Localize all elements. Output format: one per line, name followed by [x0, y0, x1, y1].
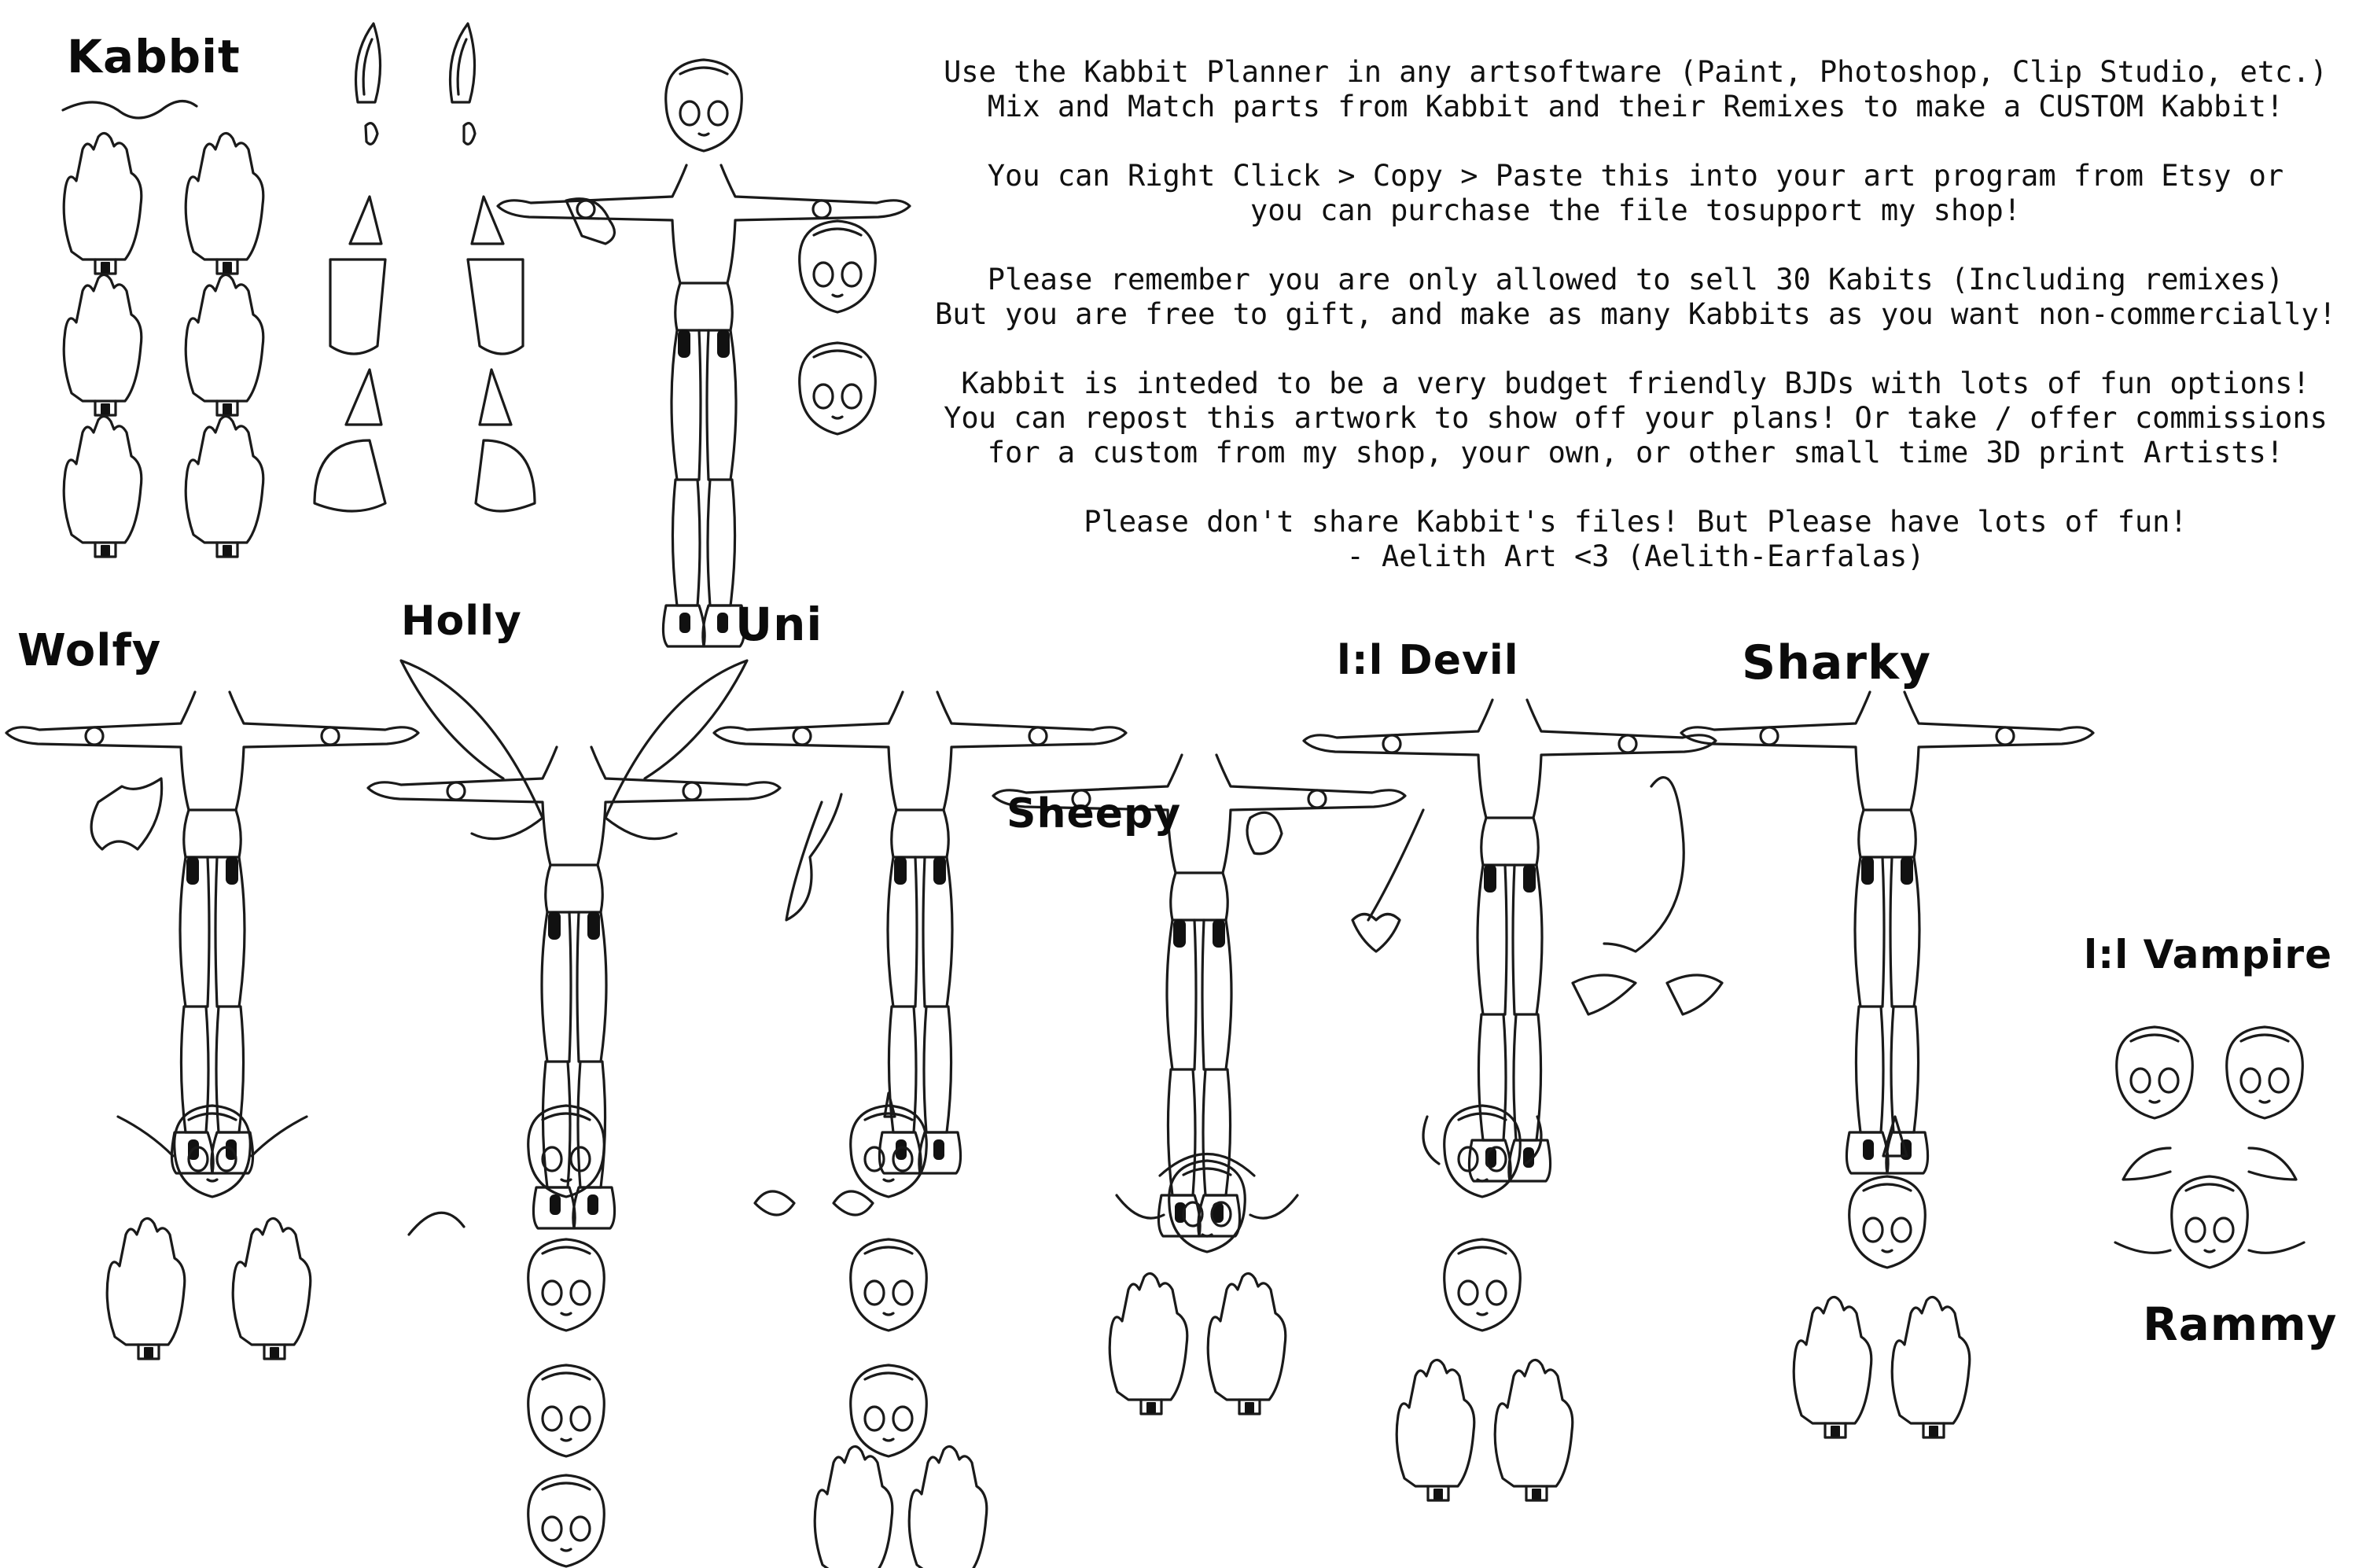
label-sheepy: Sheepy [1007, 790, 1182, 837]
lil-devil-set [1304, 700, 1722, 1500]
lil-vampire-rammy-set [2115, 1027, 2304, 1268]
instructions-para-1: Use the Kabbit Planner in any artsoftware (Paint, Photoshop, Clip Studio, etc.) Mix and Match parts from Kabbit and their Remixes to make a CUSTOM Kabbit! [944, 55, 2328, 123]
label-holly: Holly [401, 598, 522, 645]
wolfy-set [6, 692, 418, 1359]
instructions-para-2: You can Right Click > Copy > Paste this into your art program from Etsy or you can purchase the file tosupport my shop! [987, 159, 2284, 227]
instructions-text [928, 55, 2343, 609]
title-kabbit: Kabbit [67, 30, 241, 83]
kabbit-base-body [498, 60, 910, 646]
label-sharky: Sharky [1742, 635, 1932, 690]
holly-set [368, 661, 780, 1566]
sharky-set [1681, 692, 2093, 1437]
title-squiggle [63, 101, 197, 118]
label-wolfy: Wolfy [17, 625, 162, 676]
sheepy-set [993, 755, 1405, 1414]
kabbit-hands-grid [64, 133, 263, 557]
kabbit-ears-parts [315, 24, 535, 511]
instructions-para-5: Please don't share Kabbit's files! But Please have lots of fun! - Aelith Art <3 (Aelith-Earfalas) [1084, 505, 2188, 573]
label-lil-devil: l:l Devil [1337, 637, 1519, 684]
instructions-para-3: Please remember you are only allowed to sell 30 Kabits (Including remixes) But you are free to gift, and make as many Kabbits as you want non-commercially! [934, 263, 2337, 331]
label-rammy: Rammy [2143, 1297, 2338, 1351]
label-lil-vampire: l:l Vampire [2084, 932, 2332, 977]
label-uni: Uni [735, 598, 823, 651]
instructions-para-4: Kabbit is inteded to be a very budget friendly BJDs with lots of fun options! You can repost this artwork to show off your plans! Or take / offer commissions for a custom from my shop, your own, or other small time 3D print Artists! [944, 366, 2328, 469]
